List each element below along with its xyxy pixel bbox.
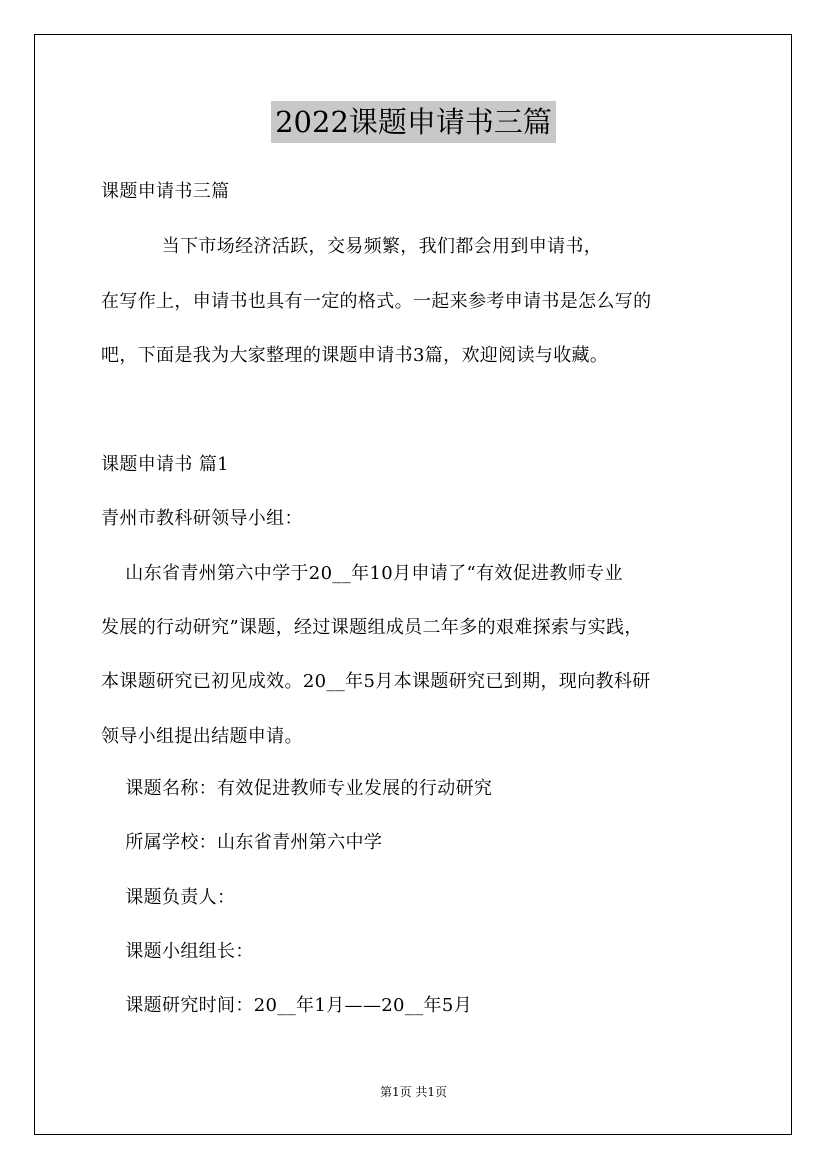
document-title: 2022课题申请书三篇 <box>271 101 556 143</box>
field-group-leader: 课题小组组长： <box>101 941 254 962</box>
body-line-4: 领导小组提出结题申请。 <box>101 726 303 747</box>
document-subtitle: 课题申请书三篇 <box>101 181 230 202</box>
body-line-2: 发展的行动研究”课题，经过课题组成员二年多的艰难探索与实践， <box>101 617 643 638</box>
title-container <box>0 101 827 143</box>
intro-line-1: 当下市场经济活跃，交易频繁，我们都会用到申请书， <box>101 236 603 257</box>
body-line-1: 山东省青州第六中学于20__年10月申请了“有效促进教师专业 <box>101 563 623 584</box>
section-heading: 课题申请书 篇1 <box>101 454 229 475</box>
intro-line-3: 吧，下面是我为大家整理的课题申请书3篇，欢迎阅读与收藏。 <box>101 345 609 366</box>
salutation: 青州市教科研领导小组： <box>101 508 303 529</box>
body-line-3: 本课题研究已初见成效。20__年5月本课题研究已到期，现向教科研 <box>101 671 651 692</box>
page-footer: 第1页 共1页 <box>379 1085 448 1099</box>
field-school: 所属学校：山东省青州第六中学 <box>101 832 383 853</box>
intro-line-2: 在写作上，申请书也具有一定的格式。一起来参考申请书是怎么写的 <box>101 291 652 312</box>
field-topic-name: 课题名称：有效促进教师专业发展的行动研究 <box>101 778 493 799</box>
field-lead: 课题负责人： <box>101 887 236 908</box>
field-research-period: 课题研究时间：20__年1月——20__年5月 <box>101 995 473 1016</box>
